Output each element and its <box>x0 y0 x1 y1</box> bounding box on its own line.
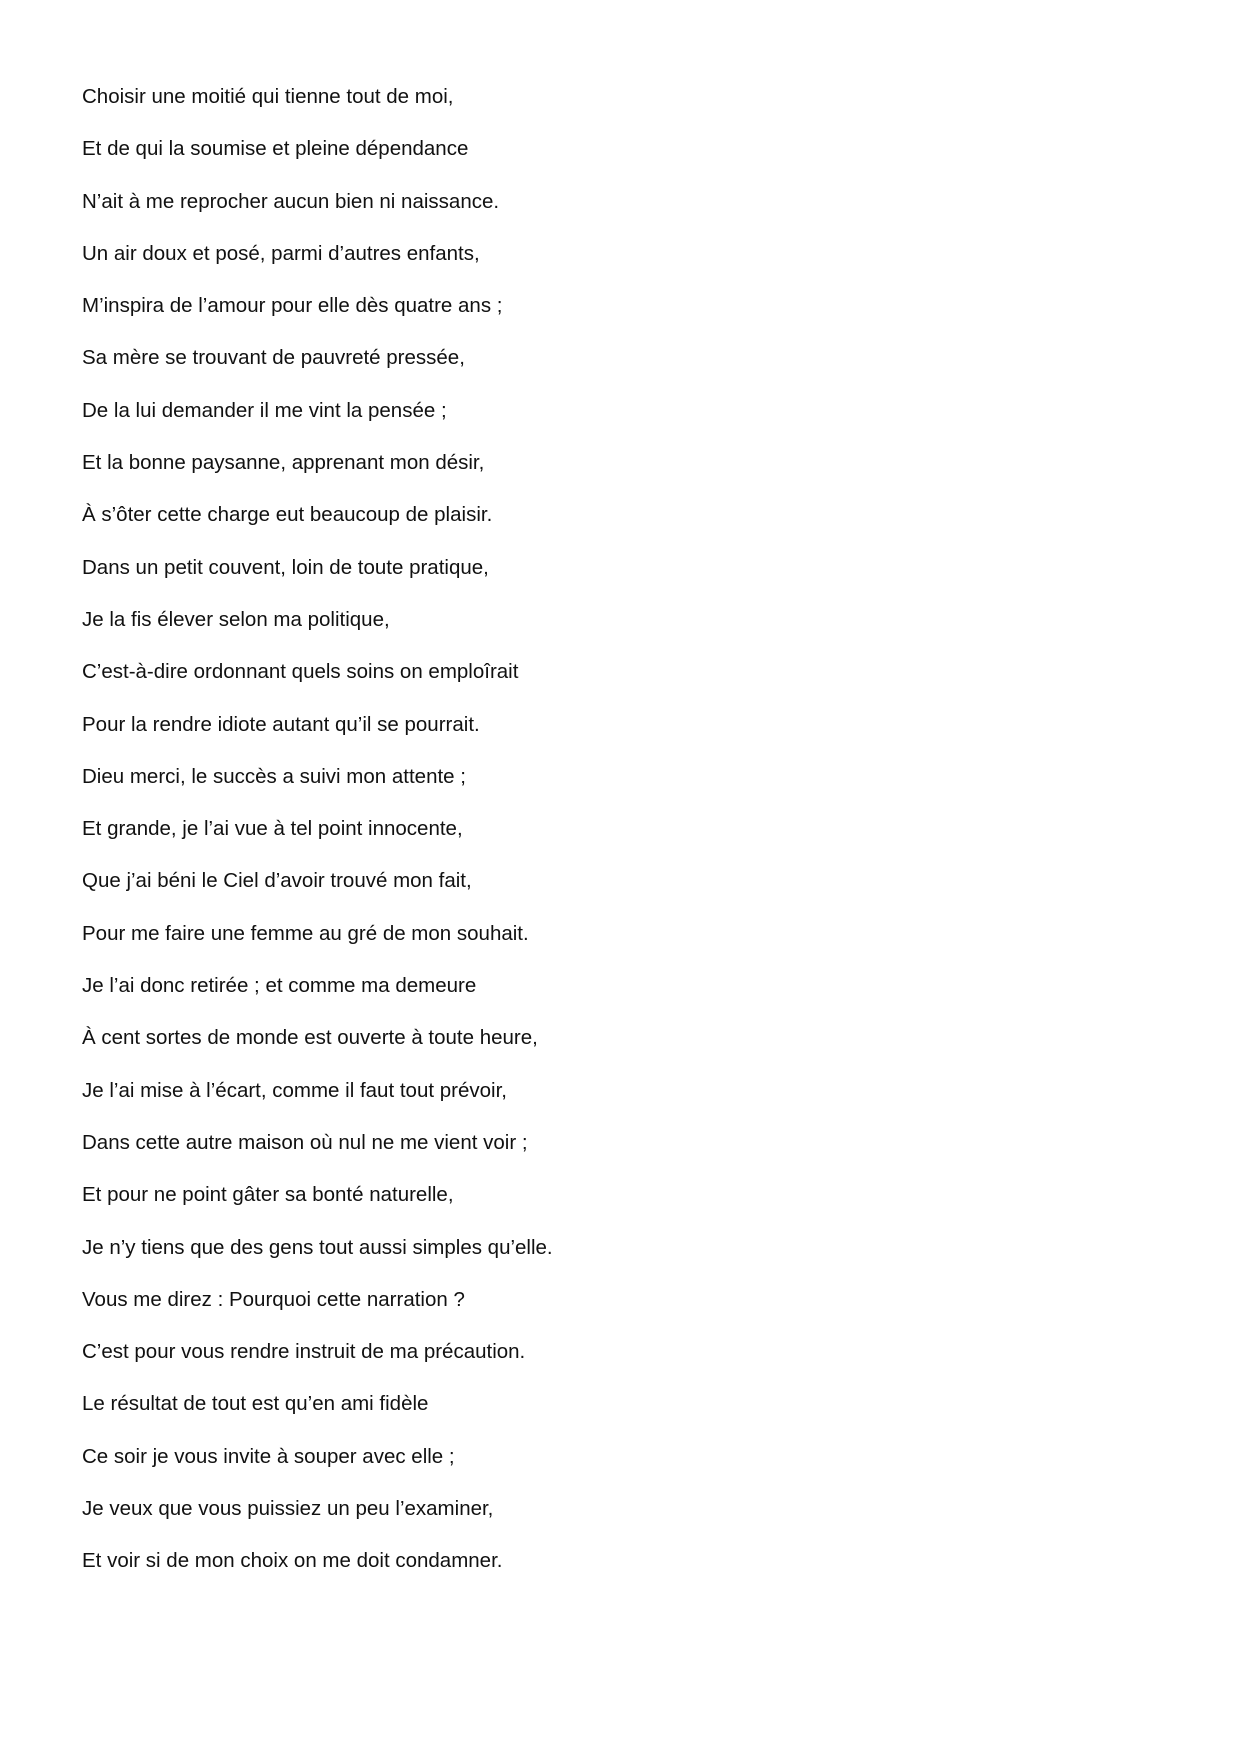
verse-line: C’est-à-dire ordonnant quels soins on emploîrait <box>82 660 519 684</box>
verse-line: Je veux que vous puissiez un peu l’examiner, <box>82 1497 494 1521</box>
verse-line: Un air doux et posé, parmi d’autres enfants, <box>82 241 480 265</box>
verse-line: Que j’ai béni le Ciel d’avoir trouvé mon fait, <box>82 869 472 893</box>
verse-line: À s’ôter cette charge eut beaucoup de plaisir. <box>82 503 493 527</box>
verse-line: Je l’ai mise à l’écart, comme il faut tout prévoir, <box>82 1078 507 1102</box>
verse-line: Et de qui la soumise et pleine dépendance <box>82 137 469 161</box>
verse-line: N’ait à me reprocher aucun bien ni naissance. <box>82 189 500 213</box>
verse-line: Vous me direz : Pourquoi cette narration ? <box>82 1287 465 1311</box>
verse-line: Dans un petit couvent, loin de toute pratique, <box>82 555 489 579</box>
verse-line: Et voir si de mon choix on me doit condamner. <box>82 1549 503 1573</box>
verse-line: À cent sortes de monde est ouverte à toute heure, <box>82 1026 538 1050</box>
verse-line: Je la fis élever selon ma politique, <box>82 607 390 631</box>
verse-line: Le résultat de tout est qu’en ami fidèle <box>82 1392 429 1416</box>
verse-line: C’est pour vous rendre instruit de ma précaution. <box>82 1340 526 1364</box>
verse-line: Dans cette autre maison où nul ne me vient voir ; <box>82 1130 528 1154</box>
verse-line: Et la bonne paysanne, apprenant mon désir, <box>82 451 485 475</box>
verse-line: Et pour ne point gâter sa bonté naturelle, <box>82 1183 454 1207</box>
verse-line: Dieu merci, le succès a suivi mon attente ; <box>82 764 466 788</box>
verse-line: Ce soir je vous invite à souper avec elle ; <box>82 1444 455 1468</box>
verse-line: De la lui demander il me vint la pensée ; <box>82 398 447 422</box>
verse-list <box>82 80 553 1597</box>
verse-line: Et grande, je l’ai vue à tel point innocente, <box>82 817 463 841</box>
verse-line: Je n’y tiens que des gens tout aussi simples qu’elle. <box>82 1235 553 1259</box>
verse-line: Je l’ai donc retirée ; et comme ma demeure <box>82 974 477 998</box>
verse-line: Choisir une moitié qui tienne tout de moi, <box>82 85 454 108</box>
verse-line: Pour me faire une femme au gré de mon souhait. <box>82 921 529 945</box>
verse-line: Pour la rendre idiote autant qu’il se pourrait. <box>82 712 480 736</box>
verse-line: Sa mère se trouvant de pauvreté pressée, <box>82 346 465 370</box>
verse-line: M’inspira de l’amour pour elle dès quatre ans ; <box>82 294 503 318</box>
